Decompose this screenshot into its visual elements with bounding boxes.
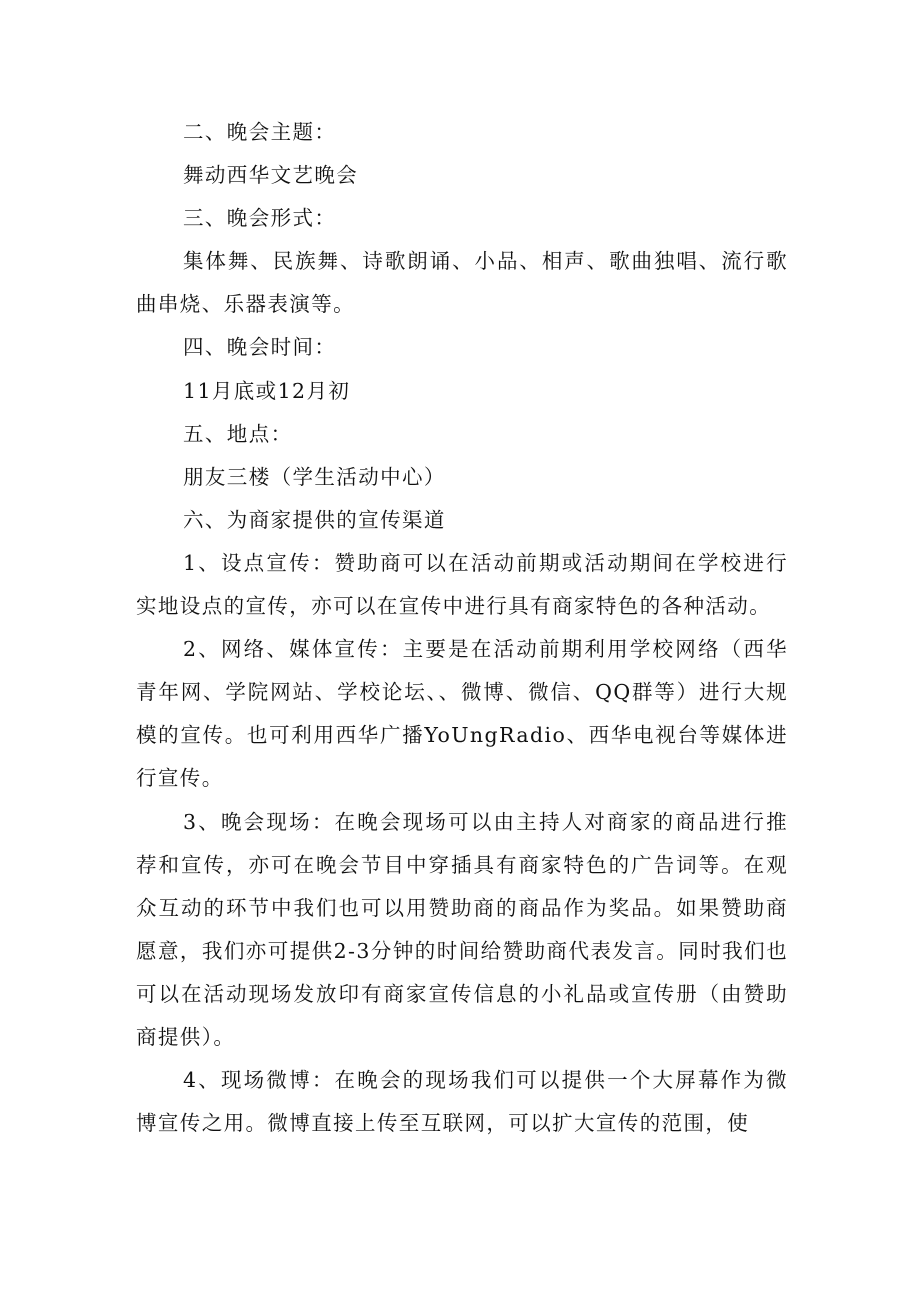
time-text: 11月底或12月初 bbox=[183, 378, 351, 403]
channel-live-weibo: 4、现场微博：在晚会的现场我们可以提供一个大屏幕作为微博宣传之用。微博直接上传至互联网，可以扩大宣传的范围，使 bbox=[136, 1068, 788, 1136]
channel-network-media: 2、网络、媒体宣传：主要是在活动前期利用学校网络（西华青年网、学院网站、学校论坛、、微博、微信、QQ群等）进行大规模的宣传。也可利用西华广播YoUngRadio、西华电视台等媒体进行宣传。 bbox=[136, 637, 788, 791]
theme-text: 舞动西华文艺晚会 bbox=[183, 163, 359, 188]
heading-location: 五、地点： bbox=[183, 421, 293, 446]
heading-time: 四、晚会时间： bbox=[183, 335, 337, 360]
format-text: 集体舞、民族舞、诗歌朗诵、小品、相声、歌曲独唱、流行歌曲串烧、乐器表演等。 bbox=[136, 249, 788, 317]
location-text: 朋友三楼（学生活动中心） bbox=[183, 464, 446, 489]
document-body bbox=[136, 111, 788, 1145]
heading-promotion-channels: 六、为商家提供的宣传渠道 bbox=[183, 507, 446, 532]
channel-booth: 1、设点宣传：赞助商可以在活动前期或活动期间在学校进行实地设点的宣传，亦可以在宣传中进行具有商家特色的各种活动。 bbox=[136, 550, 788, 619]
channel-venue: 3、晚会现场：在晚会现场可以由主持人对商家的商品进行推荐和宣传，亦可在晚会节目中穿插具有商家特色的广告词等。在观众互动的环节中我们也可以用赞助商的商品作为奖品。如果赞助商愿意，我们亦可提供2-3分钟的时间给赞助商代表发言。同时我们也可以在活动现场发放印有商家宣传信息的小礼品或宣传册（由赞助商提供）。 bbox=[136, 809, 788, 1049]
heading-theme: 二、晚会主题： bbox=[183, 120, 337, 144]
heading-format: 三、晚会形式： bbox=[183, 206, 337, 231]
